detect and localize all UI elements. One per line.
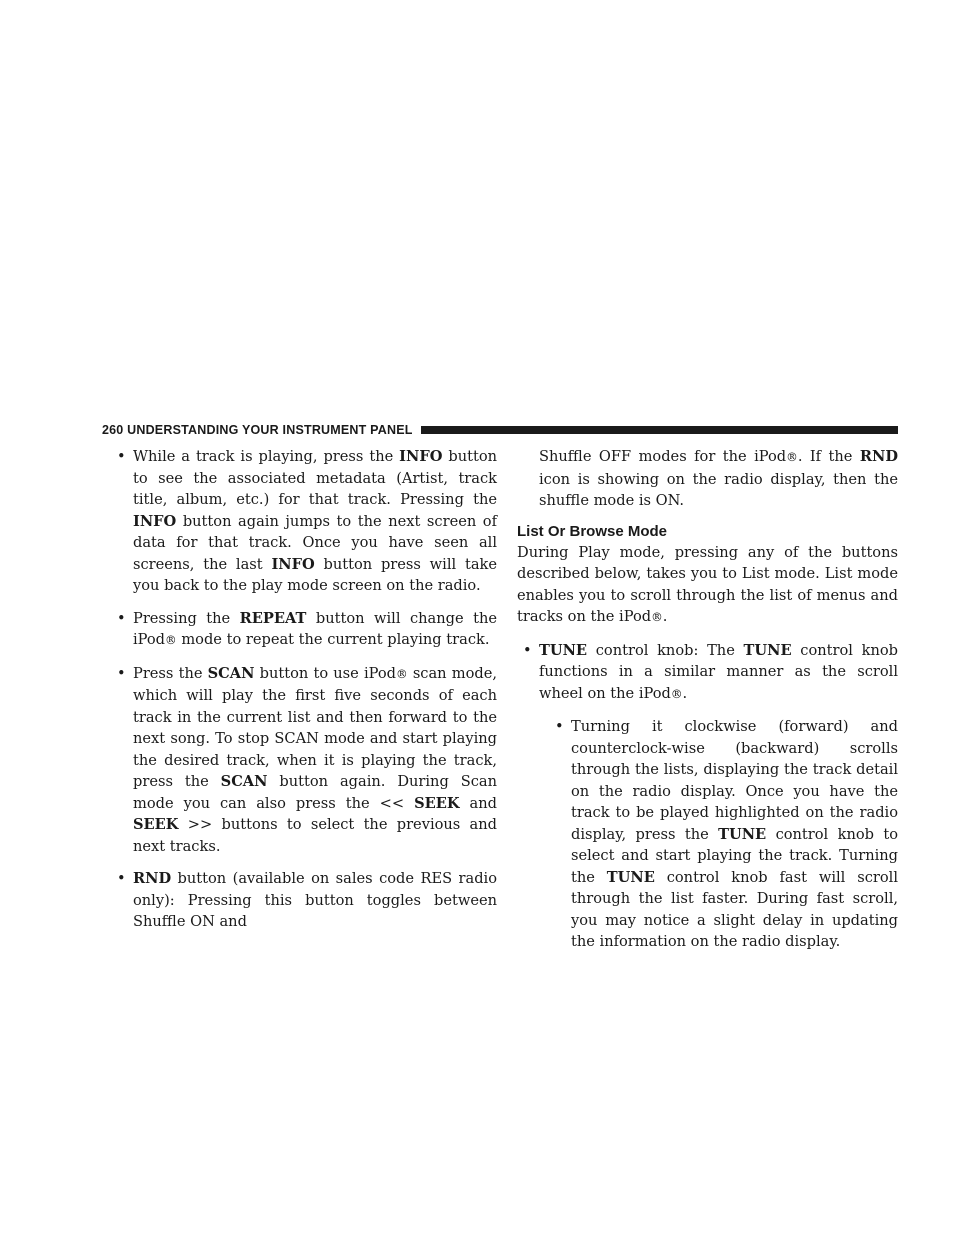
registered-mark: ®	[395, 666, 408, 681]
page-header-text: 260 UNDERSTANDING YOUR INSTRUMENT PANEL	[102, 423, 413, 437]
list-mode-paragraph: During Play mode, pressing any of the buttons described below, takes you to List mode. List mode enables you to scroll through the list of menus and tracks on the iPod®.	[517, 543, 898, 625]
header-rule	[421, 426, 898, 434]
info-key: INFO	[271, 555, 315, 573]
left-column	[117, 446, 497, 944]
section-heading: List Or Browse Mode	[517, 522, 668, 540]
bullet-tune: • TUNE control knob: The TUNE control knob functions in a similar manner as the scroll wheel on the iPod®. • Turning it clockwise (forward) and counterclock-wise (backward) scrolls through the lists, displaying the track detail on the radio display. Once you have the track to be played highlighted on the radio display, press the TUNE control knob to select and start playing the track. Turning the TUNE control knob fast will scroll through the list faster. During fast scroll, you may notice a slight delay in updating the information on the radio display.	[523, 640, 898, 953]
registered-mark: ®	[165, 633, 177, 647]
bullet-icon: •	[523, 641, 532, 659]
sub-bullet-turning: • Turning it clockwise (forward) and counterclock-wise (backward) scrolls through the lists, displaying the track detail on the radio display. Once you have the track to be played highlighted on the radio display, press the TUNE control knob to select and start playing the track. Turning the TUNE control knob fast will scroll through the list faster. During fast scroll, you may notice a slight delay in updating the information on the radio display.	[555, 718, 898, 950]
info-key: INFO	[133, 512, 177, 530]
repeat-key: REPEAT	[239, 609, 307, 627]
rnd-key: RND	[859, 448, 899, 465]
tune-key: TUNE	[539, 641, 588, 659]
bullet-info: • While a track is playing, press the INFO button to see the associated metadata (Artist, track title, album, etc.) for that track. Pressing the INFO button again jumps to the next screen of data for that track. Once you have seen all screens, the last INFO button press will take you back to the play mode screen on the radio.	[117, 448, 498, 594]
seek-key: SEEK	[414, 794, 460, 812]
registered-mark: ®	[651, 610, 663, 624]
seek-key: SEEK	[133, 816, 179, 833]
bullet-icon: •	[117, 664, 126, 682]
registered-mark: ®	[670, 686, 683, 701]
scan-key: SCAN	[220, 773, 268, 790]
bullet-scan: • Press the SCAN button to use iPod® scan mode, which will play the first five seconds of each track in the current list and then forward to the next song. To stop SCAN mode and start playing the desired track, when it is playing the track, press the SCAN button again. During Scan mode you can also press the << SEEK and SEEK >> buttons to select the previous and next tracks.	[117, 664, 497, 855]
page-header	[102, 421, 898, 439]
tune-key: TUNE	[743, 641, 792, 659]
tune-key: TUNE	[718, 825, 767, 843]
info-key: INFO	[399, 448, 443, 465]
rnd-continuation: Shuffle OFF modes for the iPod®. If the RND icon is showing on the radio display, then the shuffle mode is ON.	[539, 448, 899, 509]
bullet-rnd: • RND button (available on sales code RES radio only): Pressing this button toggles between Shuffle ON and	[117, 870, 497, 930]
bullet-icon: •	[555, 718, 564, 735]
bullet-repeat: • Pressing the REPEAT button will change the iPod® mode to repeat the current playing track.	[117, 609, 497, 648]
bullet-icon: •	[117, 870, 126, 887]
rnd-key: RND	[133, 870, 172, 887]
registered-mark: ®	[786, 450, 798, 464]
scan-key: SCAN	[207, 664, 255, 682]
bullet-icon: •	[117, 609, 126, 627]
bullet-icon: •	[117, 448, 126, 465]
tune-key: TUNE	[606, 868, 655, 886]
right-column	[517, 446, 899, 964]
